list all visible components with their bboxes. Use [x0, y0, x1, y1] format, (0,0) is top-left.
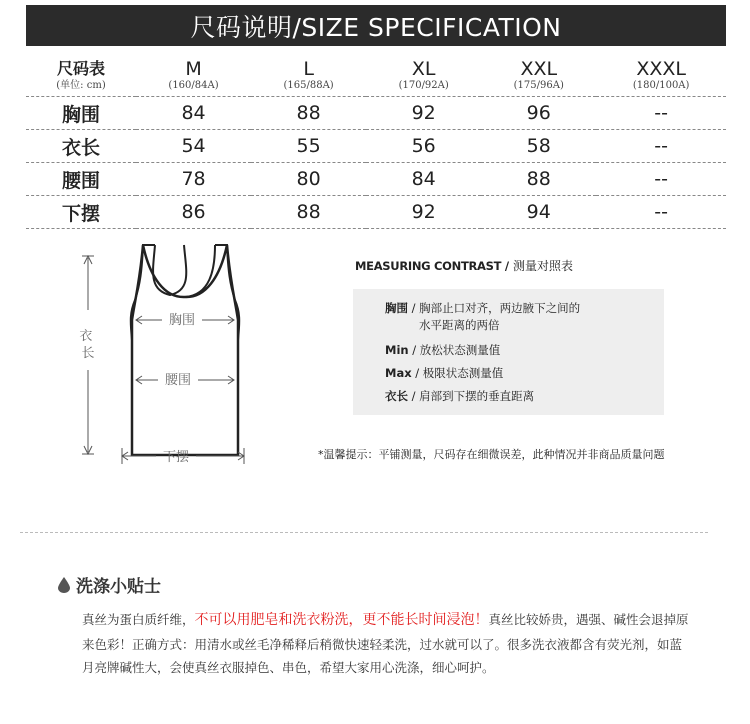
size-table — [26, 54, 726, 229]
table-cell: 54 — [136, 130, 251, 163]
wash-title — [58, 572, 161, 597]
measure-key: 衣长 — [385, 389, 408, 403]
measure-key: 胸围 — [385, 301, 408, 315]
table-cell: -- — [596, 163, 726, 196]
tank-top-body — [132, 245, 238, 455]
table-cell: 55 — [251, 130, 366, 163]
size-chart-label: 尺码表 — [56, 58, 105, 78]
table-cell: -- — [596, 196, 726, 229]
measure-line-max — [385, 365, 503, 381]
table-cell: -- — [596, 97, 726, 130]
size-table-header — [26, 54, 726, 97]
table-cell: 80 — [251, 163, 366, 196]
row-label: 胸围 — [26, 97, 136, 130]
table-cell: -- — [596, 130, 726, 163]
size-header-l — [251, 54, 366, 97]
size-sub: (165/88A) — [283, 79, 334, 91]
table-row-length — [26, 130, 726, 163]
waist-label: 腰围 — [164, 373, 192, 388]
table-cell: 56 — [366, 130, 481, 163]
table-cell: 88 — [251, 196, 366, 229]
measure-key: Min — [385, 343, 409, 357]
size-name: XXL — [520, 57, 558, 80]
wash-text — [82, 608, 692, 680]
length-label-1: 衣 — [79, 329, 93, 344]
measure-key: Max — [385, 366, 412, 380]
table-cell: 92 — [366, 196, 481, 229]
table-cell: 86 — [136, 196, 251, 229]
size-header-xl — [366, 54, 481, 97]
table-row-waist — [26, 163, 726, 196]
size-name: XXXL — [636, 57, 686, 80]
table-cell: 96 — [481, 97, 596, 130]
unit-label: (单位: cm) — [56, 79, 106, 91]
measure-line-chest — [385, 300, 580, 316]
divider — [20, 532, 708, 533]
page-title: 尺码说明/SIZE SPECIFICATION — [190, 12, 562, 42]
measure-box — [353, 289, 664, 415]
table-cell: 84 — [366, 163, 481, 196]
table-cell: 88 — [481, 163, 596, 196]
size-sub: (160/84A) — [168, 79, 219, 91]
row-label: 衣长 — [26, 130, 136, 163]
measure-title-cn: 测量对照表 — [512, 259, 573, 273]
measure-title — [355, 257, 573, 274]
length-label-2: 长 — [81, 346, 95, 361]
table-cell: 88 — [251, 97, 366, 130]
hem-label: 下摆 — [162, 450, 190, 465]
size-header-m — [136, 54, 251, 97]
wash-warning: 不可以用肥皂和洗衣粉洗，更不能长时间浸泡！ — [194, 612, 489, 628]
garment-diagram — [60, 240, 260, 470]
wash-title-text: 洗涤小贴士 — [76, 577, 161, 597]
wash-text-post: 真丝比较娇贵，遇强、碱性会退掉原来色彩！正确方式：用清水或丝毛净稀释后稍微快速轻柔洗，过水就可以了。很多洗衣液都含有荧光剂，如蓝月亮牌碱性大，会使真丝衣服掉色、串色，希望大家用心洗涤，细心呵护。 — [82, 612, 689, 675]
table-cell: 94 — [481, 196, 596, 229]
chest-label: 胸围 — [168, 313, 196, 328]
length-label — [79, 329, 96, 361]
size-name: L — [303, 57, 314, 80]
measure-title-en: MEASURING CONTRAST / — [355, 259, 509, 273]
measure-text: / 胸部止口对齐，两边腋下之间的 — [408, 301, 581, 315]
measure-text: / 肩部到下摆的垂直距离 — [408, 389, 535, 403]
water-drop-icon — [58, 577, 70, 593]
table-row-chest — [26, 97, 726, 130]
row-label: 腰围 — [26, 163, 136, 196]
size-header-xxl — [481, 54, 596, 97]
table-cell: 58 — [481, 130, 596, 163]
size-header-xxxl — [596, 54, 726, 97]
header-label-cell — [26, 54, 136, 97]
measure-line-length — [385, 388, 534, 404]
size-name: M — [185, 57, 202, 80]
wash-text-pre: 真丝为蛋白质纤维， — [82, 612, 195, 627]
size-tip: *温馨提示：平铺测量，尺码存在细微误差，此种情况并非商品质量问题 — [318, 448, 665, 461]
size-sub: (170/92A) — [398, 79, 449, 91]
table-cell: 78 — [136, 163, 251, 196]
table-cell: 92 — [366, 97, 481, 130]
row-label: 下摆 — [26, 196, 136, 229]
table-cell: 84 — [136, 97, 251, 130]
measure-text: / 极限状态测量值 — [411, 366, 504, 380]
title-bar — [26, 5, 726, 46]
measure-line-min — [385, 342, 500, 358]
size-sub: (175/96A) — [513, 79, 564, 91]
measure-text: / 放松状态测量值 — [408, 343, 501, 357]
table-row-hem — [26, 196, 726, 229]
size-name: XL — [411, 57, 436, 80]
size-sub: (180/100A) — [632, 79, 690, 91]
tank-top-outline — [131, 245, 239, 455]
measure-text: 水平距离的两倍 — [419, 318, 500, 332]
measure-line-chest-cont — [419, 317, 500, 333]
